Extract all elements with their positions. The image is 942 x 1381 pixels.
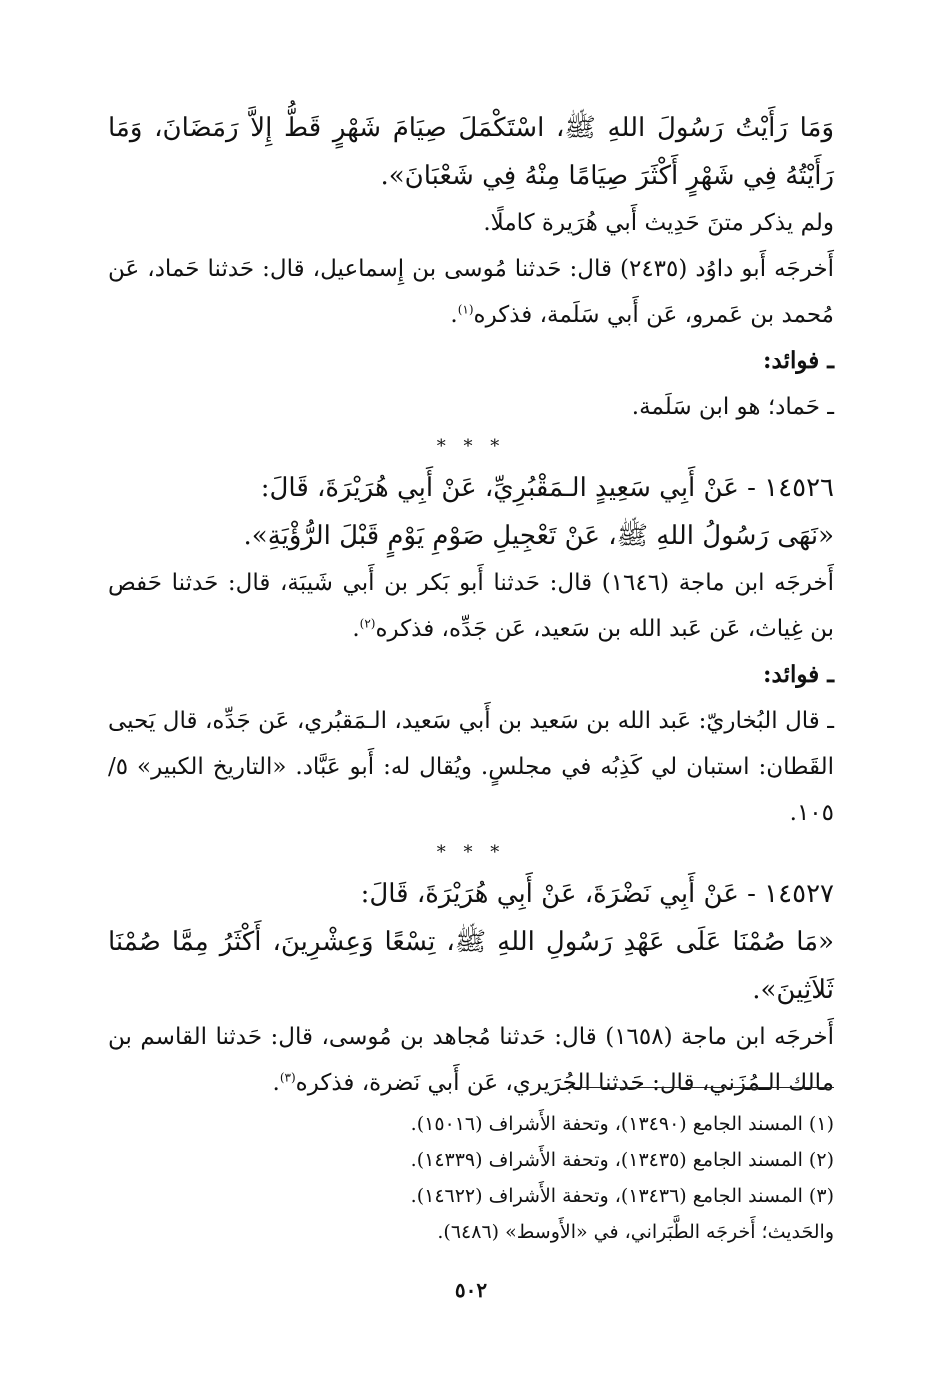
- section-separator: * * *: [436, 436, 506, 457]
- hadith-continuation: وَمَا رَأَيْتُ رَسُولَ اللهِ ﷺ، اسْتَكْمَلَ صِيَامَ شَهْرٍ قَطُّ إِلاَّ رَمَضَانَ، وَمَا رَأَيْتُهُ فِي شَهْرٍ أَكْثَرَ صِيَامًا مِنْهُ فِي شَعْبَانَ».: [108, 113, 834, 191]
- fawaid-heading: ـ فوائد:: [763, 661, 834, 688]
- footnote-ref: (٢): [359, 616, 376, 631]
- commentary-paragraph: ولم يذكر متنَ حَدِيث أَبي هُرَيرة كاملًا.: [483, 210, 834, 236]
- footnote-item: (٢) المسند الجامع (١٣٤٣٥)، وتحفة الأَشراف (١٤٣٣٩).: [410, 1149, 834, 1171]
- fawaid-item: ـ قال البُخاريّ: عَبد الله بن سَعيد بن أَبي سَعيد، الـمَقبُري، عَن جَدِّه، قال يَحيى القَطان: استبان لي كَذِبُه في مجلسٍ. ويُقال له: أَبو عَبَّاد. «التاريخ الكبير» ٥/ ١٠٥.: [108, 708, 834, 826]
- footnote-ref: (٣): [279, 1070, 296, 1085]
- takhrij-text: أَخرجَه أَبو داوُد (٢٤٣٥) قال: حَدثنا مُوسى بن إِسماعيل، قال: حَدثنا حَماد، عَن مُحمد بن عَمرو، عَن أَبي سَلَمة، فذكره: [108, 256, 834, 328]
- hadith-isnad: ١٤٥٢٦ - عَنْ أَبِي سَعِيدٍ الـمَقْبُرِيِّ، عَنْ أَبِي هُرَيْرَةَ، قَالَ:: [260, 473, 834, 503]
- hadith-matn: «مَا صُمْنَا عَلَى عَهْدِ رَسُولِ اللهِ ﷺ، تِسْعًا وَعِشْرِينَ، أَكْثَرُ مِمَّا صُمْنَا ثَلاَثِينَ».: [108, 927, 834, 1005]
- takhrij-paragraph: أَخرجَه ابن ماجة (١٦٤٦) قال: حَدثنا أَبو بَكر بن أَبي شَيبَة، قال: حَدثنا حَفص بن غِياث، عَن عَبد الله بن سَعيد، عَن جَدِّه، فذكره$^{(٢)}$.: [108, 570, 834, 642]
- takhrij-text: أَخرجَه ابن ماجة (١٦٤٦) قال: حَدثنا أَبو بَكر بن أَبي شَيبَة، قال: حَدثنا حَفص بن غِياث، عَن عَبد الله بن سَعيد، عَن جَدِّه، فذكره: [108, 570, 834, 642]
- takhrij-paragraph: أَخرجَه أَبو داوُد (٢٤٣٥) قال: حَدثنا مُوسى بن إِسماعيل، قال: حَدثنا حَماد، عَن مُحمد بن عَمرو، عَن أَبي سَلَمة، فذكره$^{(١)}$.: [108, 256, 834, 328]
- fawaid-heading: ـ فوائد:: [763, 347, 834, 374]
- section-separator: * * *: [436, 842, 506, 863]
- takhrij-text: أَخرجَه ابن ماجة (١٦٥٨) قال: حَدثنا مُجاهد بن مُوسى، قال: حَدثنا القاسم بن مالك الـمُزَني، قال: حَدثنا الجُرَيري، عَن أَبي نَضرة، فذكره: [108, 1024, 834, 1096]
- footnote-divider: [566, 1087, 834, 1088]
- footnotes: [108, 1106, 834, 1250]
- fawaid-item: ـ حَماد؛ هو ابن سَلَمة.: [631, 394, 834, 420]
- footnote-item: (١) المسند الجامع (١٣٤٩٠)، وتحفة الأَشراف (١٥٠١٦).: [410, 1113, 834, 1135]
- takhrij-paragraph: أَخرجَه ابن ماجة (١٦٥٨) قال: حَدثنا مُجاهد بن مُوسى، قال: حَدثنا القاسم بن مالك الـمُزَني، قال: حَدثنا الجُرَيري، عَن أَبي نَضرة، فذكره$^{(٣)}$.: [108, 1024, 834, 1096]
- hadith-matn: «نَهَى رَسُولُ اللهِ ﷺ، عَنْ تَعْجِيلِ صَوْمِ يَوْمٍ قَبْلَ الرُّؤْيَةِ».: [243, 521, 834, 551]
- footnote-ref: (١): [457, 302, 474, 317]
- hadith-isnad: ١٤٥٢٧ - عَنْ أَبِي نَضْرَةَ، عَنْ أَبِي هُرَيْرَةَ، قَالَ:: [360, 879, 834, 909]
- footnote-item: والحَديث؛ أَخرجَه الطَّبَراني، في «الأَوسط» (٦٤٨٦).: [437, 1221, 834, 1243]
- page-number: ٥٠٢: [454, 1278, 488, 1302]
- main-text: [108, 104, 834, 1106]
- footnote-item: (٣) المسند الجامع (١٣٤٣٦)، وتحفة الأَشراف (١٤٦٢٢).: [410, 1185, 834, 1207]
